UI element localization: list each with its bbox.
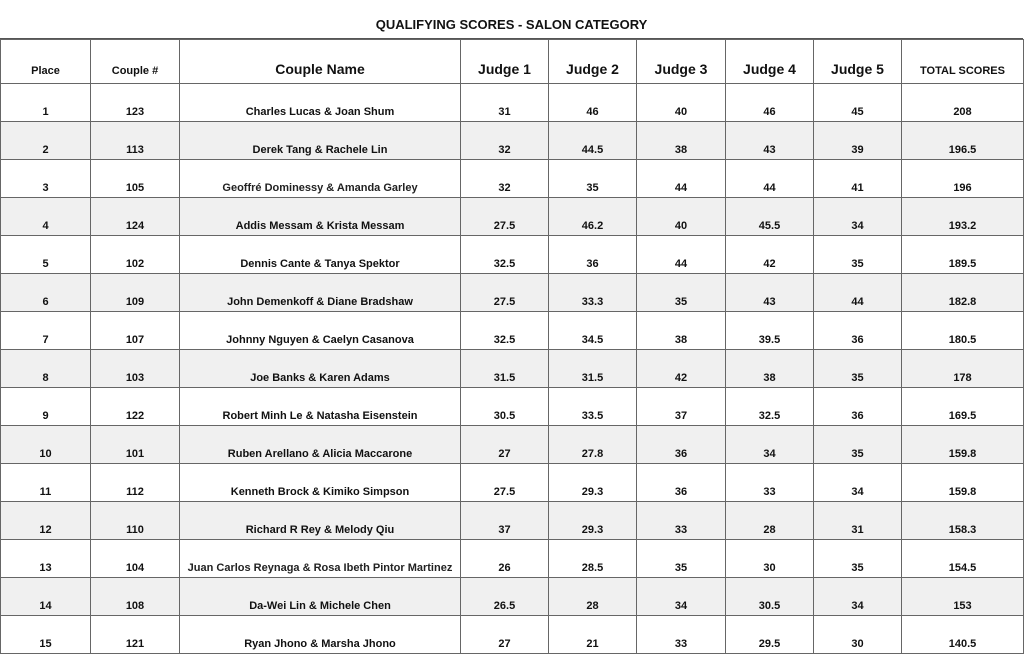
cell-judge-2: 28.5 xyxy=(549,540,637,578)
cell-place: 5 xyxy=(1,236,91,274)
cell-couple-number: 107 xyxy=(91,312,180,350)
table-row xyxy=(1,464,1024,502)
cell-judge-3: 40 xyxy=(637,84,726,122)
cell-judge-2: 27.8 xyxy=(549,426,637,464)
cell-judge-1: 27 xyxy=(461,426,549,464)
header-judge-2: Judge 2 xyxy=(549,40,637,84)
cell-place: 10 xyxy=(1,426,91,464)
cell-judge-4: 46 xyxy=(726,84,814,122)
table-row xyxy=(1,312,1024,350)
cell-total-score: 159.8 xyxy=(902,426,1024,464)
sheet-title: QUALIFYING SCORES - SALON CATEGORY xyxy=(0,10,1023,39)
cell-total-score: 193.2 xyxy=(902,198,1024,236)
table-row xyxy=(1,274,1024,312)
cell-couple-number: 104 xyxy=(91,540,180,578)
cell-place: 15 xyxy=(1,616,91,654)
cell-place: 7 xyxy=(1,312,91,350)
cell-couple-number: 112 xyxy=(91,464,180,502)
cell-judge-1: 32.5 xyxy=(461,312,549,350)
cell-judge-1: 32.5 xyxy=(461,236,549,274)
cell-judge-2: 21 xyxy=(549,616,637,654)
header-couple-name: Couple Name xyxy=(180,40,461,84)
table-row xyxy=(1,388,1024,426)
cell-total-score: 196 xyxy=(902,160,1024,198)
cell-place: 14 xyxy=(1,578,91,616)
cell-couple-number: 122 xyxy=(91,388,180,426)
cell-couple-number: 101 xyxy=(91,426,180,464)
cell-judge-2: 31.5 xyxy=(549,350,637,388)
cell-couple-name: Charles Lucas & Joan Shum xyxy=(180,84,461,122)
cell-place: 3 xyxy=(1,160,91,198)
cell-judge-5: 35 xyxy=(814,426,902,464)
cell-total-score: 169.5 xyxy=(902,388,1024,426)
cell-judge-4: 34 xyxy=(726,426,814,464)
cell-judge-2: 44.5 xyxy=(549,122,637,160)
cell-judge-1: 32 xyxy=(461,122,549,160)
cell-place: 9 xyxy=(1,388,91,426)
cell-couple-number: 113 xyxy=(91,122,180,160)
cell-judge-2: 28 xyxy=(549,578,637,616)
cell-judge-4: 38 xyxy=(726,350,814,388)
table-row xyxy=(1,160,1024,198)
table-row xyxy=(1,84,1024,122)
cell-judge-2: 36 xyxy=(549,236,637,274)
cell-judge-2: 29.3 xyxy=(549,502,637,540)
cell-total-score: 180.5 xyxy=(902,312,1024,350)
cell-judge-3: 35 xyxy=(637,274,726,312)
cell-judge-2: 35 xyxy=(549,160,637,198)
cell-couple-name: Dennis Cante & Tanya Spektor xyxy=(180,236,461,274)
cell-couple-number: 109 xyxy=(91,274,180,312)
cell-couple-name: Juan Carlos Reynaga & Rosa Ibeth Pintor Martinez xyxy=(180,540,461,578)
cell-judge-2: 29.3 xyxy=(549,464,637,502)
cell-judge-3: 40 xyxy=(637,198,726,236)
table-row xyxy=(1,236,1024,274)
cell-couple-number: 102 xyxy=(91,236,180,274)
table-row xyxy=(1,540,1024,578)
cell-judge-1: 27 xyxy=(461,616,549,654)
cell-judge-3: 42 xyxy=(637,350,726,388)
cell-judge-4: 43 xyxy=(726,274,814,312)
cell-judge-1: 30.5 xyxy=(461,388,549,426)
cell-couple-name: Ryan Jhono & Marsha Jhono xyxy=(180,616,461,654)
table-row xyxy=(1,122,1024,160)
cell-place: 11 xyxy=(1,464,91,502)
cell-couple-name: Kenneth Brock & Kimiko Simpson xyxy=(180,464,461,502)
header-judge-4: Judge 4 xyxy=(726,40,814,84)
cell-judge-1: 26 xyxy=(461,540,549,578)
cell-judge-4: 32.5 xyxy=(726,388,814,426)
cell-couple-number: 123 xyxy=(91,84,180,122)
cell-couple-name: Addis Messam & Krista Messam xyxy=(180,198,461,236)
header-judge-5: Judge 5 xyxy=(814,40,902,84)
cell-judge-1: 27.5 xyxy=(461,464,549,502)
cell-judge-2: 33.3 xyxy=(549,274,637,312)
cell-couple-name: Derek Tang & Rachele Lin xyxy=(180,122,461,160)
header-judge-1: Judge 1 xyxy=(461,40,549,84)
cell-total-score: 159.8 xyxy=(902,464,1024,502)
cell-judge-3: 44 xyxy=(637,160,726,198)
cell-judge-4: 28 xyxy=(726,502,814,540)
cell-couple-name: Johnny Nguyen & Caelyn Casanova xyxy=(180,312,461,350)
cell-judge-5: 35 xyxy=(814,350,902,388)
cell-judge-1: 31 xyxy=(461,84,549,122)
cell-judge-1: 27.5 xyxy=(461,198,549,236)
cell-total-score: 196.5 xyxy=(902,122,1024,160)
cell-judge-3: 44 xyxy=(637,236,726,274)
cell-judge-5: 36 xyxy=(814,388,902,426)
cell-judge-5: 35 xyxy=(814,236,902,274)
cell-judge-3: 35 xyxy=(637,540,726,578)
cell-judge-3: 37 xyxy=(637,388,726,426)
cell-couple-number: 121 xyxy=(91,616,180,654)
cell-judge-3: 38 xyxy=(637,312,726,350)
header-total-scores: TOTAL SCORES xyxy=(902,40,1024,84)
cell-couple-name: Richard R Rey & Melody Qiu xyxy=(180,502,461,540)
header-judge-3: Judge 3 xyxy=(637,40,726,84)
header-place: Place xyxy=(1,40,91,84)
header-couple-number: Couple # xyxy=(91,40,180,84)
cell-judge-2: 34.5 xyxy=(549,312,637,350)
cell-judge-5: 35 xyxy=(814,540,902,578)
cell-judge-4: 45.5 xyxy=(726,198,814,236)
cell-judge-1: 32 xyxy=(461,160,549,198)
cell-place: 12 xyxy=(1,502,91,540)
cell-judge-4: 42 xyxy=(726,236,814,274)
cell-couple-name: Geoffré Dominessy & Amanda Garley xyxy=(180,160,461,198)
cell-judge-4: 39.5 xyxy=(726,312,814,350)
scores-table xyxy=(0,39,1024,654)
cell-place: 4 xyxy=(1,198,91,236)
table-row xyxy=(1,426,1024,464)
cell-couple-number: 108 xyxy=(91,578,180,616)
cell-couple-number: 103 xyxy=(91,350,180,388)
cell-judge-5: 34 xyxy=(814,464,902,502)
cell-judge-3: 33 xyxy=(637,616,726,654)
cell-judge-4: 30.5 xyxy=(726,578,814,616)
table-row xyxy=(1,350,1024,388)
cell-judge-1: 27.5 xyxy=(461,274,549,312)
scores-sheet xyxy=(0,10,1023,654)
cell-judge-4: 29.5 xyxy=(726,616,814,654)
cell-judge-5: 34 xyxy=(814,198,902,236)
cell-total-score: 182.8 xyxy=(902,274,1024,312)
cell-couple-name: Joe Banks & Karen Adams xyxy=(180,350,461,388)
cell-total-score: 208 xyxy=(902,84,1024,122)
cell-couple-name: Da-Wei Lin & Michele Chen xyxy=(180,578,461,616)
cell-judge-4: 44 xyxy=(726,160,814,198)
cell-total-score: 140.5 xyxy=(902,616,1024,654)
cell-couple-name: John Demenkoff & Diane Bradshaw xyxy=(180,274,461,312)
cell-judge-3: 38 xyxy=(637,122,726,160)
cell-judge-1: 37 xyxy=(461,502,549,540)
cell-total-score: 178 xyxy=(902,350,1024,388)
table-row xyxy=(1,198,1024,236)
cell-judge-5: 41 xyxy=(814,160,902,198)
cell-judge-3: 36 xyxy=(637,464,726,502)
header-row xyxy=(1,40,1024,84)
cell-judge-5: 31 xyxy=(814,502,902,540)
cell-judge-5: 34 xyxy=(814,578,902,616)
table-row xyxy=(1,502,1024,540)
cell-total-score: 158.3 xyxy=(902,502,1024,540)
cell-total-score: 154.5 xyxy=(902,540,1024,578)
cell-judge-5: 45 xyxy=(814,84,902,122)
cell-judge-1: 31.5 xyxy=(461,350,549,388)
cell-judge-3: 36 xyxy=(637,426,726,464)
cell-total-score: 153 xyxy=(902,578,1024,616)
cell-judge-5: 36 xyxy=(814,312,902,350)
cell-judge-5: 30 xyxy=(814,616,902,654)
cell-place: 13 xyxy=(1,540,91,578)
table-row xyxy=(1,616,1024,654)
cell-judge-4: 33 xyxy=(726,464,814,502)
cell-judge-4: 30 xyxy=(726,540,814,578)
scores-body xyxy=(1,84,1024,654)
cell-judge-1: 26.5 xyxy=(461,578,549,616)
cell-place: 2 xyxy=(1,122,91,160)
cell-place: 6 xyxy=(1,274,91,312)
cell-total-score: 189.5 xyxy=(902,236,1024,274)
cell-couple-name: Robert Minh Le & Natasha Eisenstein xyxy=(180,388,461,426)
cell-judge-2: 46.2 xyxy=(549,198,637,236)
cell-place: 1 xyxy=(1,84,91,122)
cell-judge-5: 39 xyxy=(814,122,902,160)
cell-judge-5: 44 xyxy=(814,274,902,312)
cell-couple-number: 110 xyxy=(91,502,180,540)
cell-couple-name: Ruben Arellano & Alicia Maccarone xyxy=(180,426,461,464)
cell-couple-number: 124 xyxy=(91,198,180,236)
cell-judge-2: 33.5 xyxy=(549,388,637,426)
cell-judge-3: 34 xyxy=(637,578,726,616)
cell-couple-number: 105 xyxy=(91,160,180,198)
cell-judge-3: 33 xyxy=(637,502,726,540)
cell-place: 8 xyxy=(1,350,91,388)
cell-judge-2: 46 xyxy=(549,84,637,122)
cell-judge-4: 43 xyxy=(726,122,814,160)
